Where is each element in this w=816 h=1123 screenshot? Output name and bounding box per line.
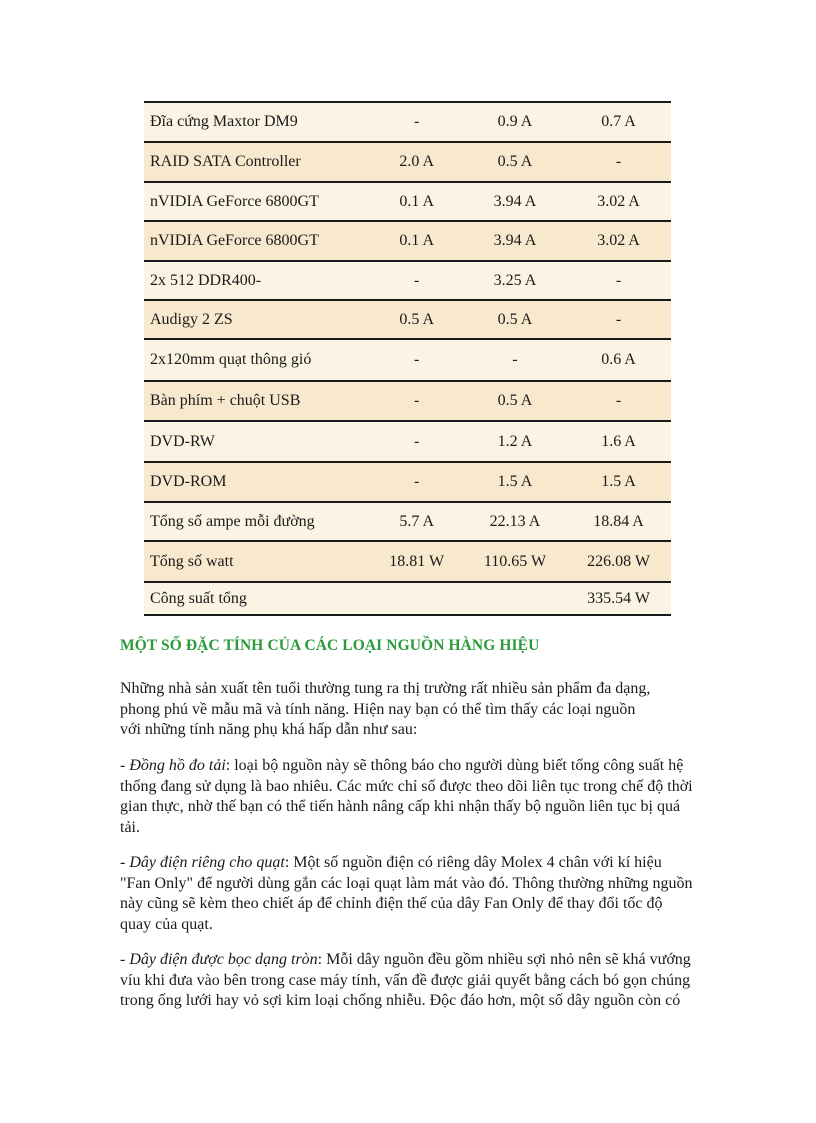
table-row [144, 462, 671, 502]
feature-line: "Fan Only" để người dùng gắn các loại quạt làm mát vào đó. Thông thường những nguồn [120, 874, 693, 892]
power-consumption-table [144, 101, 671, 616]
intro-line: với những tính năng phụ khá hấp dẫn như sau: [120, 721, 418, 738]
table-row [144, 221, 671, 261]
table-row [144, 541, 671, 582]
feature-paragraph: - Dây điện riêng cho quạt: Một số nguồn điện có riêng dây Molex 4 chân với kí hiệu "Fan Only" để người dùng gắn các loại quạt làm mát vào đó. Thông thường những nguồn này cũng sẽ kèm theo chiết áp để chỉnh điện thế của dây Fan Only để thay đổi tốc độ quay của quạt. [120, 853, 705, 935]
feature-text: : Mỗi dây nguồn đều gồm nhiều sợi nhỏ nên sẽ khá vướng [317, 951, 691, 968]
table-cell-value: 1.6 A [601, 432, 636, 450]
table-cell-value: 3.94 A [493, 192, 537, 210]
feature-line: trong ống lưới hay vỏ sợi kim loại chống nhiễu. Độc đáo hơn, một số dây nguồn còn có [120, 992, 681, 1009]
table-cell-value: 0.5 A [497, 392, 533, 409]
table-cell-value [370, 582, 464, 615]
table-cell-value: 22.13 A [489, 512, 541, 530]
table-cell-component: DVD-RW [150, 432, 215, 450]
table-cell-value: - [615, 153, 622, 170]
table-cell-value: 0.6 A [601, 351, 636, 368]
table-cell-value: 0.1 A [399, 232, 434, 249]
table-row [144, 502, 671, 541]
table-cell-value: 18.84 A [593, 512, 644, 530]
table-cell-component: nVIDIA GeForce 6800GT [150, 232, 319, 249]
table-cell-value: - [512, 351, 518, 368]
feature-term: Dây điện được bọc dạng tròn [129, 951, 318, 968]
table-cell-value: 0.1 A [399, 192, 434, 210]
table-cell-value: 0.5 A [497, 310, 533, 328]
table-cell-value: 3.02 A [597, 232, 640, 249]
table-cell-value: - [615, 271, 622, 289]
table-cell-component: DVD-ROM [150, 473, 227, 490]
table-cell-value: 3.25 A [493, 271, 537, 289]
table-cell-value: - [414, 271, 420, 289]
feature-paragraph: - Đồng hồ đo tải: loại bộ nguồn này sẽ thông báo cho người dùng biết tổng công suất hệ thống đang sử dụng là bao nhiêu. Các mức chỉ số được theo dõi liên tục trong chế độ thời gian thực, nhờ thế bạn có thể tiến hành nâng cấp khi nhận thấy bộ nguồn liên tục bị quá tải. [120, 756, 705, 838]
table-row [144, 182, 671, 221]
table-cell-value [464, 582, 566, 615]
table-cell-component: RAID SATA Controller [150, 153, 301, 170]
feature-term: Đồng hồ đo tải [129, 757, 226, 774]
table-cell-value: 335.54 W [587, 589, 650, 607]
feature-line: này cũng sẽ kèm theo chiết áp để chỉnh điện thế của dây Fan Only để thay đổi tốc độ [120, 895, 663, 912]
table-row [144, 142, 671, 182]
intro-paragraph [120, 679, 705, 741]
table-cell-value: 3.94 A [493, 232, 537, 249]
feature-line: gian thực, nhờ thế bạn có thể tiến hành nâng cấp khi nhận thấy bộ nguồn liên tục bị quá [120, 798, 681, 815]
table-cell-value: 0.9 A [497, 113, 533, 130]
table-cell-value: 110.65 W [483, 552, 547, 570]
table-row [144, 261, 671, 300]
table-cell-value: - [414, 113, 420, 130]
feature-text: : loại bộ nguồn này sẽ thông báo cho người dùng biết tổng công suất hệ [225, 757, 684, 774]
table-cell-component: Tổng số ampe mỗi đường [150, 512, 315, 530]
table-cell-value: - [414, 351, 420, 368]
table-cell-value: 1.2 A [497, 432, 533, 450]
feature-line: víu khi đưa vào bên trong case máy tính, vấn đề được giải quyết bằng cách bó gọn chúng [120, 971, 691, 989]
table-cell-value: 1.5 A [497, 473, 533, 490]
table-cell-value: 2.0 A [399, 153, 434, 170]
table-row [144, 381, 671, 421]
table-row [144, 339, 671, 381]
table-row [144, 102, 671, 142]
feature-line: thống đang sử dụng là bao nhiêu. Các mức chỉ số được theo dõi liên tục trong chế độ thời [120, 777, 693, 795]
feature-text: : Một số nguồn điện có riêng dây Molex 4 chân với kí hiệu [284, 854, 662, 871]
table-row [144, 421, 671, 462]
table-cell-value: - [414, 432, 420, 450]
table-cell-value: - [414, 473, 420, 490]
feature-line: tải. [120, 818, 140, 836]
table-cell-value: 3.02 A [597, 192, 640, 210]
table-cell-component: 2x 512 DDR400- [150, 271, 262, 289]
intro-line: phong phú về mẫu mã và tính năng. Hiện nay bạn có thể tìm thấy các loại nguồn [120, 700, 636, 718]
table-cell-component: Audigy 2 ZS [150, 310, 233, 328]
table-cell-value: - [615, 310, 622, 328]
section-heading: MỘT SỐ ĐẶC TÍNH CỦA CÁC LOẠI NGUỒN HÀNG HIỆU [120, 637, 540, 654]
table-row [144, 582, 671, 615]
intro-line: Những nhà sản xuất tên tuổi thường tung ra thị trường rất nhiều sản phẩm đa dạng, [120, 680, 651, 697]
table-cell-value: 5.7 A [399, 512, 434, 530]
table-cell-component: Đĩa cứng Maxtor DM9 [150, 113, 298, 130]
table-cell-value: 226.08 W [587, 552, 650, 570]
table-cell-component: Tổng số watt [150, 552, 234, 570]
table-cell-value: 0.7 A [601, 113, 636, 130]
table-cell-value: 18.81 W [389, 552, 445, 570]
table-cell-value: 0.5 A [497, 153, 533, 170]
table-cell-component: 2x120mm quạt thông gió [150, 351, 312, 368]
feature-paragraph: - Dây điện được bọc dạng tròn: Mỗi dây nguồn đều gồm nhiều sợi nhỏ nên sẽ khá vướng víu khi đưa vào bên trong case máy tính, vấn đề được giải quyết bằng cách bó gọn chúng trong ống lưới hay vỏ sợi kim loại chống nhiễu. Độc đáo hơn, một số dây nguồn còn có [120, 950, 705, 1012]
table-cell-value: - [414, 392, 420, 409]
table-row [144, 300, 671, 339]
table-cell-component: nVIDIA GeForce 6800GT [150, 192, 319, 210]
table-cell-value: - [615, 392, 622, 409]
table-cell-value: 1.5 A [601, 473, 636, 490]
table-cell-component: Bàn phím + chuột USB [150, 392, 301, 409]
feature-term: Dây điện riêng cho quạt [129, 854, 285, 871]
table-cell-component: Công suất tổng [150, 589, 247, 607]
feature-line: quay của quạt. [120, 915, 213, 933]
table-cell-value: 0.5 A [399, 310, 434, 328]
